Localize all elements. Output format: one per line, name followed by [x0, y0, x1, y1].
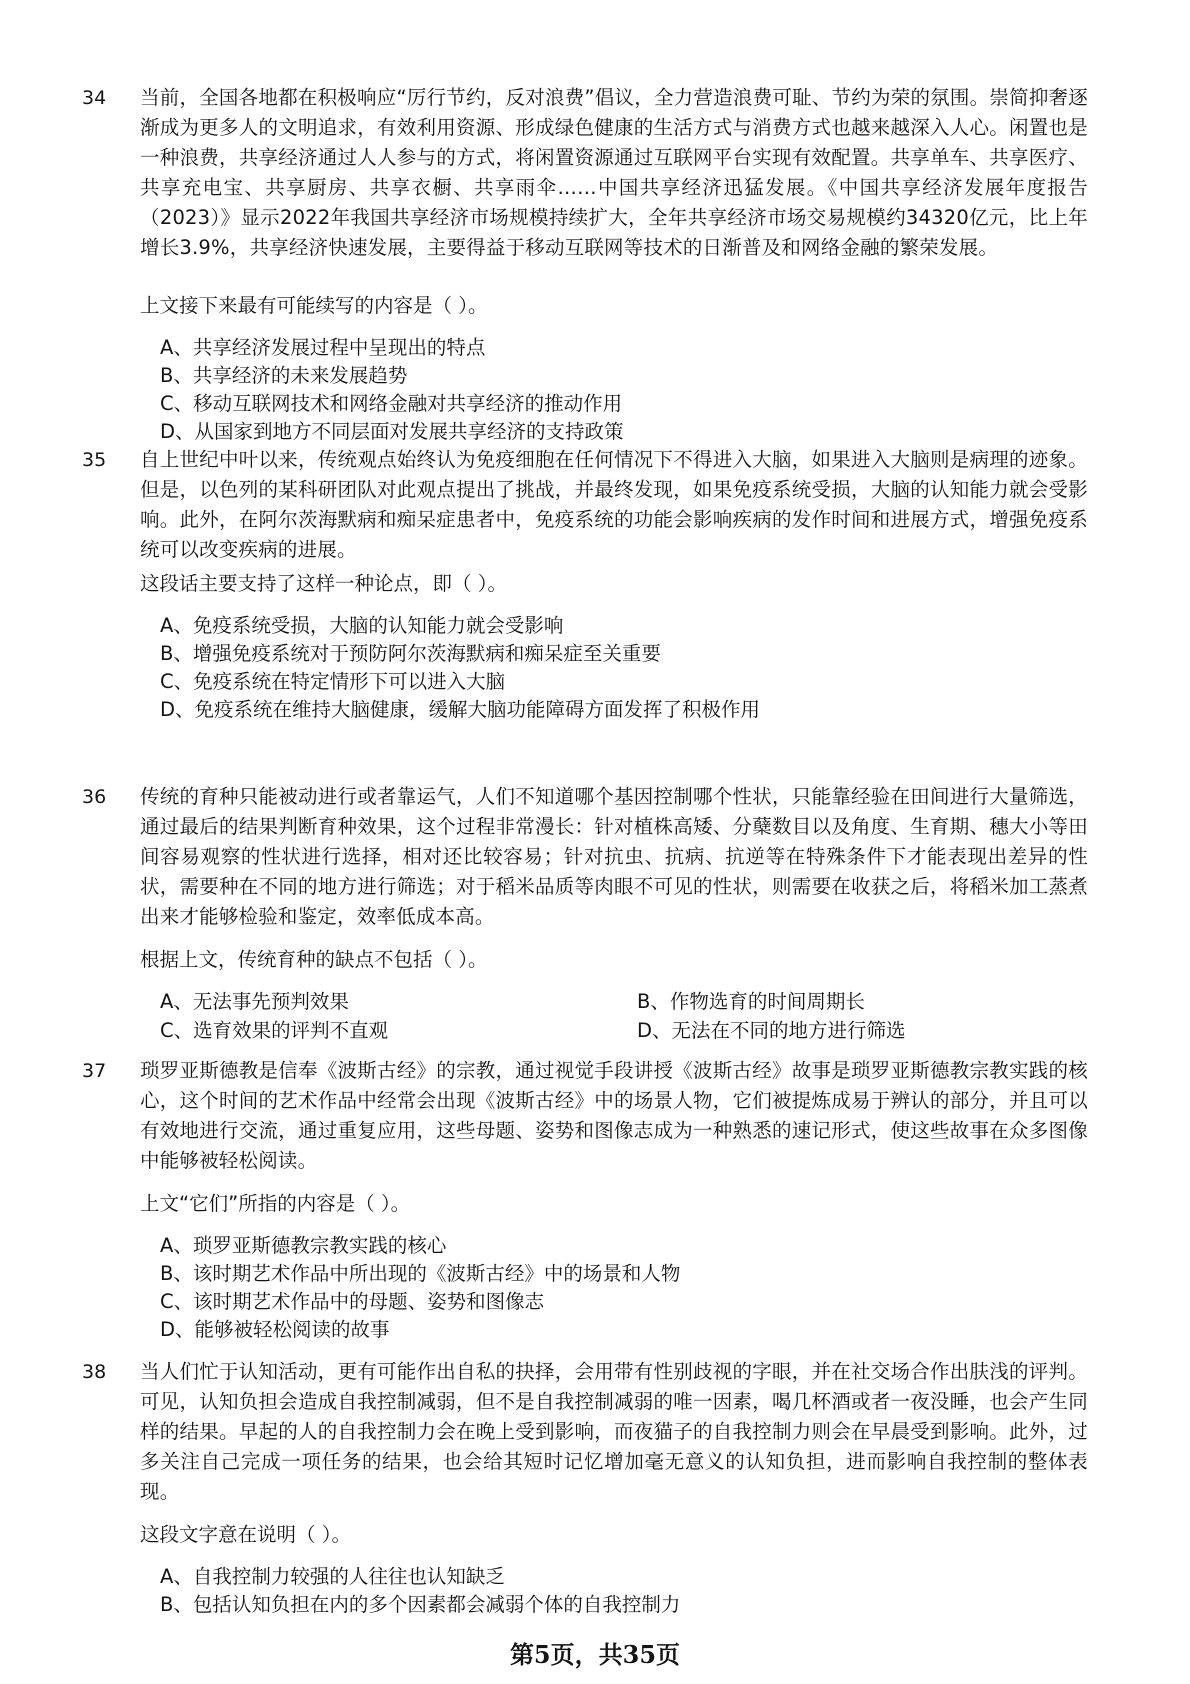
option-b[interactable]: B、包括认知负担在内的多个因素都会减弱个体的自我控制力	[160, 1593, 681, 1616]
question-number: 36	[82, 786, 107, 808]
option-a[interactable]: A、无法事先预判效果	[160, 990, 349, 1013]
option-b[interactable]: B、共享经济的未来发展趋势	[160, 364, 408, 387]
question-number: 38	[82, 1361, 107, 1383]
option-a[interactable]: A、自我控制力较强的人往往也认知缺乏	[160, 1565, 505, 1588]
option-c[interactable]: C、该时期艺术作品中的母题、姿势和图像志	[160, 1290, 545, 1313]
option-b[interactable]: B、作物选育的时间周期长	[637, 990, 865, 1013]
page-footer: 第5页，共35页	[509, 1640, 681, 1669]
option-c[interactable]: C、选育效果的评判不直观	[160, 1019, 389, 1042]
question-passage: 当人们忙于认知活动，更有可能作出自私的抉择，会用带有性别歧视的字眼，并在社交场合作出肤浅的评判。可见，认知负担会造成自我控制减弱，但不是自我控制减弱的唯一因素，喝几杯酒或者一夜没睡，也会产生同样的结果。早起的人的自我控制力会在晚上受到影响，而夜猫子的自我控制力则会在早晨受到影响。此外，过多关注自己完成一项任务的结果，也会给其短时记忆增加毫无意义的认知负担，进而影响自我控制的整体表现。	[140, 1360, 1088, 1503]
option-d[interactable]: D、无法在不同的地方进行筛选	[637, 1019, 906, 1042]
question-stem: 这段话主要支持了这样一种论点，即（ ）。	[140, 572, 507, 595]
question-passage: 自上世纪中叶以来，传统观点始终认为免疫细胞在任何情况下不得进入大脑，如果进入大脑则是病理的迹象。但是，以色列的某科研团队对此观点提出了挑战，并最终发现，如果免疫系统受损，大脑的认知能力就会受影响。此外，在阿尔茨海默病和痴呆症患者中，免疫系统的功能会影响疾病的发作时间和进展方式，增强免疫系统可以改变疾病的进展。	[140, 448, 1088, 561]
question-number: 34	[82, 87, 107, 109]
option-c[interactable]: C、免疫系统在特定情形下可以进入大脑	[160, 670, 506, 693]
question-passage: 当前，全国各地都在积极响应“厉行节约，反对浪费”倡议，全力营造浪费可耻、节约为荣的氛围。崇简抑奢逐渐成为更多人的文明追求，有效利用资源、形成绿色健康的生活方式与消费方式也越来越深入人心。闲置也是一种浪费，共享经济通过人人参与的方式，将闲置资源通过互联网平台实现有效配置。共享单车、共享医疗、共享充电宝、共享厨房、共享衣橱、共享雨伞……中国共享经济迅猛发展。《中国共享经济发展年度报告（2023）》显示2022年我国共享经济市场规模持续扩大，全年共享经济市场交易规模约34320亿元，比上年增长3.9%，共享经济快速发展，主要得益于移动互联网等技术的日渐普及和网络金融的繁荣发展。	[140, 86, 1088, 259]
question-stem: 上文接下来最有可能续写的内容是（ ）。	[140, 294, 488, 317]
question-passage: 琐罗亚斯德教是信奉《波斯古经》的宗教，通过视觉手段讲授《波斯古经》故事是琐罗亚斯德教宗教实践的核心，这个时间的艺术作品中经常会出现《波斯古经》中的场景人物，它们被提炼成易于辨认的部分，并且可以有效地进行交流，通过重复应用，这些母题、姿势和图像志成为一种熟悉的速记形式，使这些故事在众多图像中能够被轻松阅读。	[140, 1059, 1088, 1172]
question-number: 37	[82, 1060, 107, 1082]
option-b[interactable]: B、该时期艺术作品中所出现的《波斯古经》中的场景和人物	[160, 1262, 681, 1285]
question-passage: 传统的育种只能被动进行或者靠运气，人们不知道哪个基因控制哪个性状，只能靠经验在田间进行大量筛选，通过最后的结果判断育种效果，这个过程非常漫长：针对植株高矮、分蘖数目以及角度、生育期、穗大小等田间容易观察的性状进行选择，相对还比较容易；针对抗虫、抗病、抗逆等在特殊条件下才能表现出差异的性状，需要种在不同的地方进行筛选；对于稻米品质等肉眼不可见的性状，则需要在收获之后，将稻米加工蒸煮出来才能够检验和鉴定，效率低成本高。	[140, 785, 1088, 928]
option-a[interactable]: A、琐罗亚斯德教宗教实践的核心	[160, 1234, 447, 1257]
option-a[interactable]: A、共享经济发展过程中呈现出的特点	[160, 336, 486, 359]
option-c[interactable]: C、移动互联网技术和网络金融对共享经济的推动作用	[160, 392, 623, 415]
option-b[interactable]: B、增强免疫系统对于预防阿尔茨海默病和痴呆症至关重要	[160, 642, 661, 665]
option-d[interactable]: D、免疫系统在维持大脑健康，缓解大脑功能障碍方面发挥了积极作用	[160, 698, 761, 721]
question-stem: 这段文字意在说明（ ）。	[140, 1523, 351, 1546]
question-number: 35	[82, 449, 107, 471]
option-a[interactable]: A、免疫系统受损，大脑的认知能力就会受影响	[160, 614, 564, 637]
option-d[interactable]: D、能够被轻松阅读的故事	[160, 1318, 390, 1341]
option-d[interactable]: D、从国家到地方不同层面对发展共享经济的支持政策	[160, 420, 624, 443]
question-stem: 上文“它们”所指的内容是（ ）。	[140, 1192, 411, 1215]
question-stem: 根据上文，传统育种的缺点不包括（ ）。	[140, 948, 488, 971]
